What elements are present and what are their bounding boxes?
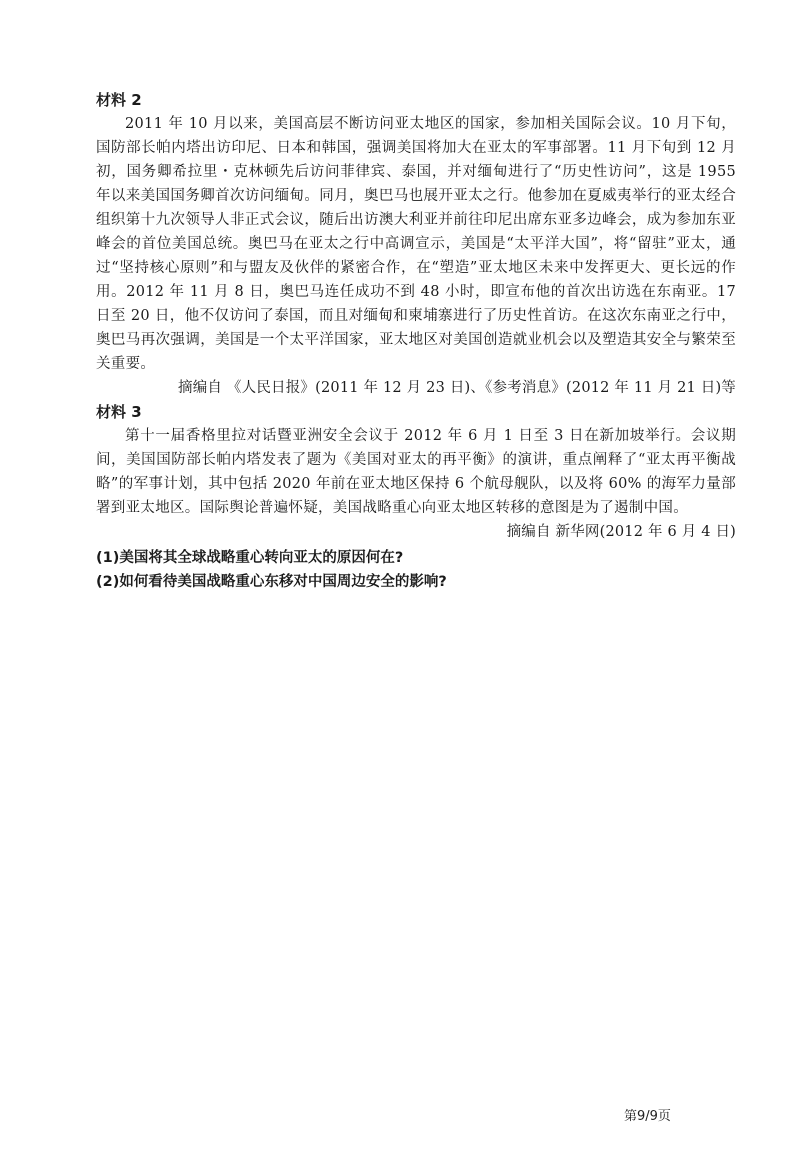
material-2-source: 摘编自 《人民日报》(2011 年 12 月 23 日)、《参考消息》(2012 年 11 月 21 日)等	[178, 380, 736, 396]
document-content	[96, 88, 736, 594]
question-2: (2)如何看待美国战略重心东移对中国周边安全的影响?	[96, 574, 447, 590]
material-3-source: 摘编自 新华网(2012 年 6 月 4 日)	[506, 524, 736, 540]
material-3-heading: 材料 3	[96, 403, 142, 421]
material-3-section	[96, 400, 736, 544]
questions-section	[96, 546, 736, 594]
material-2-paragraph: 2011 年 10 月以来，美国高层不断访问亚太地区的国家，参加相关国际会议。10 月下旬，国防部长帕内塔出访印尼、日本和韩国，强调美国将加大在亚太的军事部署。11 月下旬到 12 月初，国务卿希拉里・克林顿先后访问菲律宾、泰国，并对缅甸进行了“历史性访问”，这是 1955 年以来美国国务卿首次访问缅甸。同月，奥巴马也展开亚太之行。他参加在夏威夷举行的亚太经合组织第十九次领导人非正式会议，随后出访澳大利亚并前往印尼出席东亚多边峰会，成为参加东亚峰会的首位美国总统。奥巴马在亚太之行中高调宣示，美国是“太平洋大国”，将“留驻”亚太，通过“坚持核心原则”和与盟友及伙伴的紧密合作，在“塑造”亚太地区未来中发挥更大、更长远的作用。2012 年 11 月 8 日，奥巴马连任成功不到 48 小时，即宣布他的首次出访选在东南亚。17 日至 20 日，他不仅访问了泰国，而且对缅甸和柬埔寨进行了历史性首访。在这次东南亚之行中，奥巴马再次强调，美国是一个太平洋国家，亚太地区对美国创造就业机会以及塑造其安全与繁荣至关重要。	[96, 116, 736, 372]
question-1: (1)美国将其全球战略重心转向亚太的原因何在?	[96, 550, 404, 566]
material-2-heading: 材料 2	[96, 91, 142, 109]
material-2-section	[96, 88, 736, 400]
page-number: 第9/9页	[624, 1109, 671, 1124]
material-3-paragraph: 第十一届香格里拉对话暨亚洲安全会议于 2012 年 6 月 1 日至 3 日在新加坡举行。会议期间，美国国防部长帕内塔发表了题为《美国对亚太的再平衡》的演讲，重点阐释了“亚太再平衡战略”的军事计划，其中包括 2020 年前在亚太地区保持 6 个航母舰队，以及将 60% 的海军力量部署到亚太地区。国际舆论普遍怀疑，美国战略重心向亚太地区转移的意图是为了遏制中国。	[96, 428, 736, 516]
